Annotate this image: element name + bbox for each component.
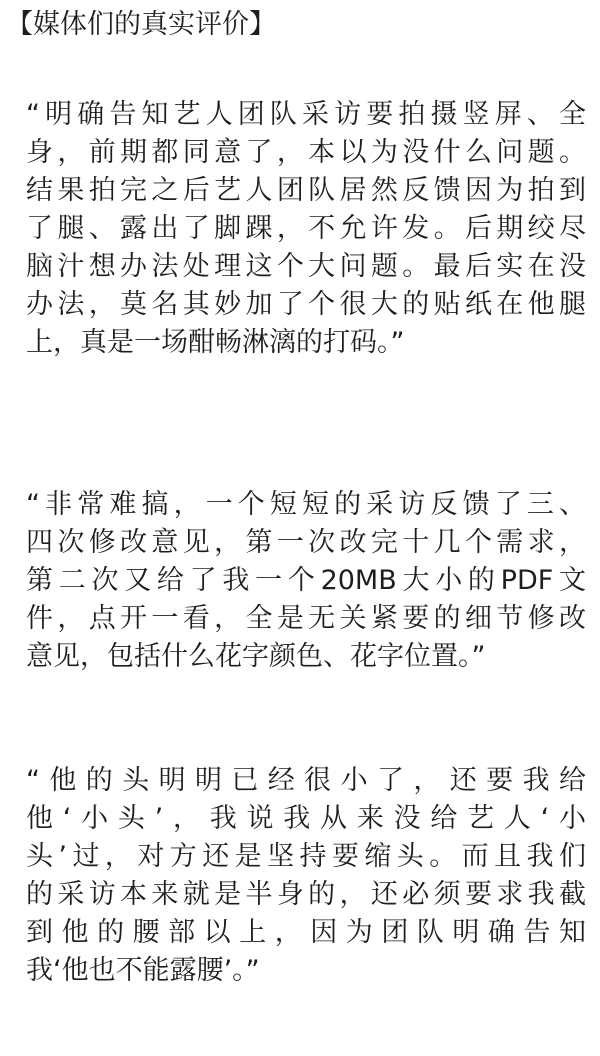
paragraph-line: 头’过，对方还是坚持要缩头。而且我们 xyxy=(26,841,586,872)
article-heading: 【媒体们的真实评价】 xyxy=(6,9,276,40)
paragraph-line: “非常难搞，一个短短的采访反馈了三、 xyxy=(26,489,586,520)
paragraph-line: 办法，莫名其妙加了个很大的贴纸在他腿 xyxy=(26,289,586,320)
paragraph-line: 结果拍完之后艺人团队居然反馈因为拍到 xyxy=(26,175,586,206)
paragraph-line: “明确告知艺人团队采访要拍摄竖屏、全 xyxy=(26,99,586,130)
paragraph-line: 的采访本来就是半身的，还必须要求我截 xyxy=(26,879,586,910)
quote-paragraph-2 xyxy=(26,486,586,676)
paragraph-line: 我‘他也不能露腰’。” xyxy=(26,955,260,986)
paragraph-line: 了腿、露出了脚踝，不允许发。后期绞尽 xyxy=(26,213,586,244)
paragraph-line: 意见，包括什么花字颜色、花字位置。” xyxy=(26,641,486,672)
quote-paragraph-1 xyxy=(26,96,586,362)
paragraph-line: “他的头明明已经很小了，还要我给 xyxy=(26,765,586,796)
paragraph-line: 脑汁想办法处理这个大问题。最后实在没 xyxy=(26,251,586,282)
paragraph-line: 上，真是一场酣畅淋漓的打码。” xyxy=(26,327,405,358)
paragraph-line: 身，前期都同意了，本以为没什么问题。 xyxy=(26,137,586,168)
paragraph-line: 四次修改意见，第一次改完十几个需求， xyxy=(26,527,586,558)
paragraph-line: 件，点开一看，全是无关紧要的细节修改 xyxy=(26,603,586,634)
paragraph-line: 到他的腰部以上，因为团队明确告知 xyxy=(26,917,586,948)
quote-paragraph-3 xyxy=(26,762,586,990)
paragraph-line: 他‘小头’，我说我从来没给艺人‘小 xyxy=(26,803,586,834)
paragraph-line: 第二次又给了我一个20MB大小的PDF文 xyxy=(26,565,586,596)
